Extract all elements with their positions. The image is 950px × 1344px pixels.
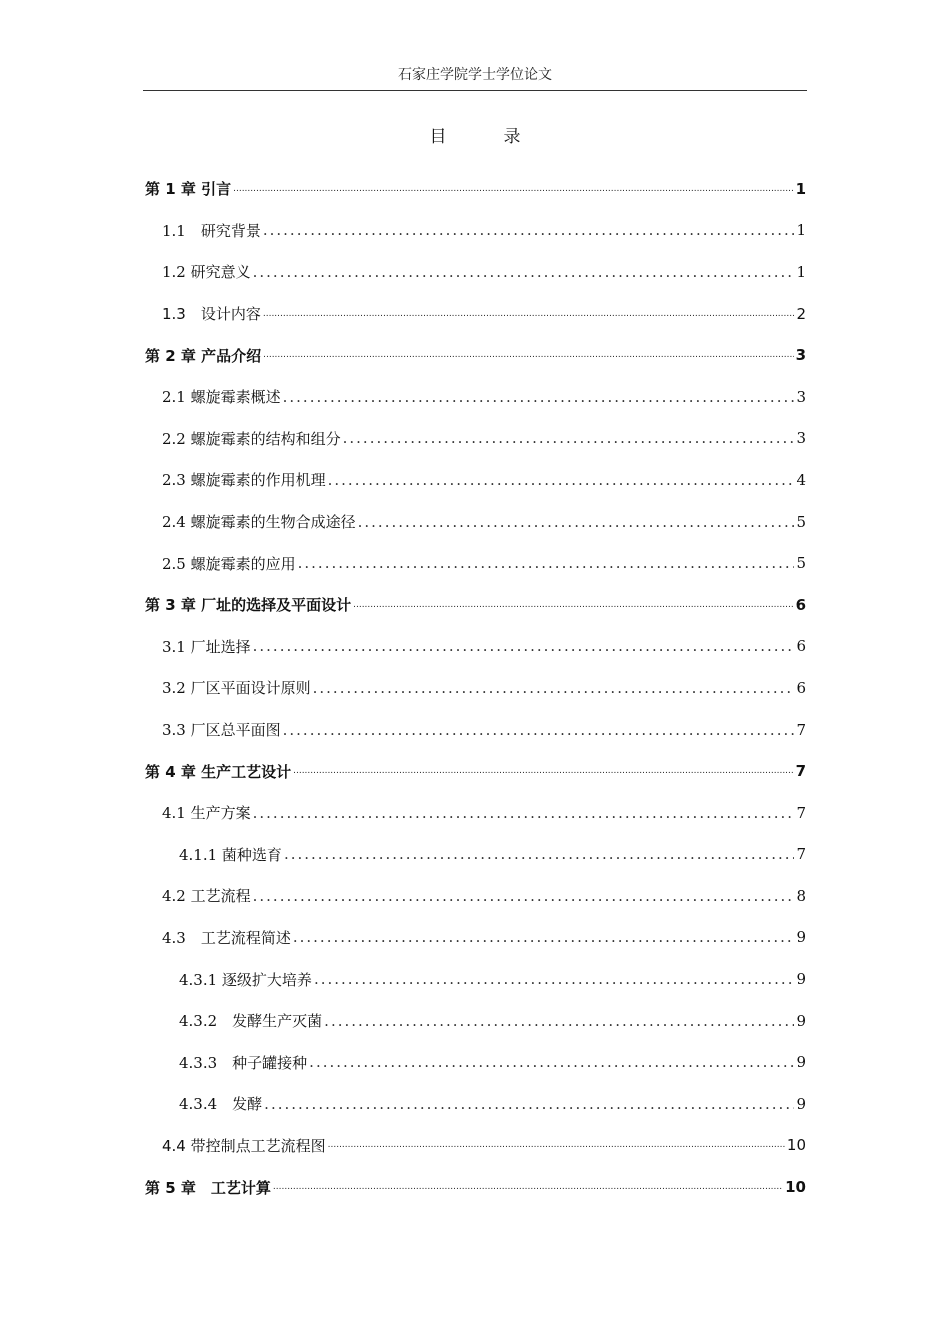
toc-entry-page-number: 8 bbox=[796, 886, 806, 905]
toc-entry-label: 2.2 螺旋霉素的结构和组分 bbox=[162, 429, 341, 448]
toc-entry-page-number: 3 bbox=[796, 429, 806, 448]
toc-entry[interactable] bbox=[145, 334, 806, 376]
dot-leader bbox=[314, 970, 795, 988]
toc-entry-page-number: 9 bbox=[796, 1011, 806, 1030]
toc-entry-label: 4.3.2 发酵生产灭菌 bbox=[179, 1012, 323, 1031]
dot-leader bbox=[293, 766, 793, 776]
toc-entry[interactable] bbox=[145, 376, 806, 418]
toc-entry[interactable] bbox=[145, 501, 806, 543]
toc-entry-page-number: 9 bbox=[796, 928, 806, 947]
dot-leader bbox=[253, 804, 795, 822]
toc-entry-label: 4.1 生产方案 bbox=[162, 804, 251, 823]
toc-entry-label: 第 1 章 引言 bbox=[145, 180, 232, 199]
toc-entry-label: 1.1 研究背景 bbox=[162, 221, 261, 240]
toc-entry[interactable] bbox=[145, 459, 806, 501]
toc-entry-page-number: 10 bbox=[786, 1136, 806, 1155]
toc-entry-page-number: 10 bbox=[785, 1178, 806, 1197]
dot-leader bbox=[263, 221, 795, 239]
toc-entry-page-number: 4 bbox=[796, 470, 806, 489]
toc-entry-page-number: 7 bbox=[796, 845, 806, 864]
dot-leader bbox=[273, 1182, 783, 1192]
toc-entry[interactable] bbox=[145, 251, 806, 293]
dot-leader bbox=[263, 350, 793, 360]
toc-entry[interactable] bbox=[145, 626, 806, 668]
toc-entry-label: 第 3 章 厂址的选择及平面设计 bbox=[145, 596, 352, 615]
toc-entry-page-number: 1 bbox=[796, 262, 806, 281]
toc-entry-label: 2.4 螺旋霉素的生物合成途径 bbox=[162, 513, 356, 532]
toc-entry[interactable] bbox=[145, 1125, 806, 1167]
dot-leader bbox=[233, 184, 793, 194]
toc-entry-label: 4.4 带控制点工艺流程图 bbox=[162, 1136, 326, 1155]
toc-entry-page-number: 5 bbox=[796, 554, 806, 573]
dot-leader bbox=[264, 1095, 794, 1113]
toc-entry-label: 1.3 设计内容 bbox=[162, 305, 261, 324]
toc-entry[interactable] bbox=[145, 542, 806, 584]
toc-entry-page-number: 1 bbox=[795, 179, 806, 198]
dot-leader bbox=[313, 679, 795, 697]
dot-leader bbox=[253, 887, 795, 905]
dot-leader bbox=[263, 309, 795, 319]
toc-entry[interactable] bbox=[145, 293, 806, 335]
dot-leader bbox=[343, 429, 795, 447]
dot-leader bbox=[324, 1012, 794, 1030]
dot-leader bbox=[283, 721, 795, 739]
toc-entry[interactable] bbox=[145, 667, 806, 709]
dot-leader bbox=[353, 600, 793, 610]
dot-leader bbox=[283, 388, 795, 406]
toc-entry-page-number: 3 bbox=[795, 346, 806, 365]
toc-entry[interactable] bbox=[145, 1041, 806, 1083]
toc-entry-page-number: 1 bbox=[796, 221, 806, 240]
toc-entry-label: 4.3 工艺流程简述 bbox=[162, 928, 291, 947]
toc-entry-label: 2.5 螺旋霉素的应用 bbox=[162, 554, 296, 573]
toc-entry-page-number: 2 bbox=[796, 304, 806, 323]
toc-entry[interactable] bbox=[145, 210, 806, 252]
running-header: 石家庄学院学士学位论文 bbox=[143, 64, 807, 91]
dot-leader bbox=[309, 1053, 794, 1071]
toc-entry[interactable] bbox=[145, 1166, 806, 1208]
dot-leader bbox=[284, 845, 795, 863]
dot-leader bbox=[253, 263, 795, 281]
toc-entry-page-number: 6 bbox=[796, 637, 806, 656]
toc-title: 目 录 bbox=[429, 127, 541, 147]
toc-entry-label: 第 5 章 工艺计算 bbox=[145, 1178, 271, 1197]
toc-entry-page-number: 7 bbox=[796, 803, 806, 822]
toc-entry[interactable] bbox=[145, 1000, 806, 1042]
toc-entry[interactable] bbox=[145, 168, 806, 210]
toc-entry-label: 2.1 螺旋霉素概述 bbox=[162, 388, 281, 407]
toc-entry-label: 3.1 厂址选择 bbox=[162, 637, 251, 656]
toc-entry[interactable] bbox=[145, 875, 806, 917]
toc-entry-page-number: 5 bbox=[796, 512, 806, 531]
toc-entry-page-number: 9 bbox=[796, 1053, 806, 1072]
toc-entry-page-number: 7 bbox=[796, 720, 806, 739]
toc-entry[interactable] bbox=[145, 792, 806, 834]
toc-entry[interactable] bbox=[145, 1083, 806, 1125]
toc-entry[interactable] bbox=[145, 917, 806, 959]
toc-entry-label: 2.3 螺旋霉素的作用机理 bbox=[162, 471, 326, 490]
toc-entry-page-number: 9 bbox=[796, 1094, 806, 1113]
toc-entry-label: 4.1.1 菌种选育 bbox=[179, 845, 282, 864]
toc-entry-page-number: 6 bbox=[795, 595, 806, 614]
toc-entry-page-number: 3 bbox=[796, 387, 806, 406]
toc-entry[interactable] bbox=[145, 958, 806, 1000]
toc-entry-label: 第 4 章 生产工艺设计 bbox=[145, 762, 292, 781]
toc-entry[interactable] bbox=[145, 709, 806, 751]
toc-entry-label: 4.3.3 种子罐接种 bbox=[179, 1053, 308, 1072]
toc-entry-label: 第 2 章 产品介绍 bbox=[145, 346, 262, 365]
dot-leader bbox=[298, 554, 795, 572]
toc-entry-label: 1.2 研究意义 bbox=[162, 263, 251, 282]
toc-entry-page-number: 6 bbox=[796, 678, 806, 697]
toc-entry-label: 4.2 工艺流程 bbox=[162, 887, 251, 906]
dot-leader bbox=[253, 637, 795, 655]
toc-entry[interactable] bbox=[145, 750, 806, 792]
toc-entry-label: 3.2 厂区平面设计原则 bbox=[162, 679, 311, 698]
toc-entry-page-number: 9 bbox=[796, 970, 806, 989]
dot-leader bbox=[293, 928, 795, 946]
dot-leader bbox=[358, 513, 795, 531]
toc-entry[interactable] bbox=[145, 584, 806, 626]
toc-entry[interactable] bbox=[145, 834, 806, 876]
toc-entry-label: 4.3.1 逐级扩大培养 bbox=[179, 970, 312, 989]
toc-entry-label: 3.3 厂区总平面图 bbox=[162, 721, 281, 740]
dot-leader bbox=[328, 471, 795, 489]
toc-entry-label: 4.3.4 发酵 bbox=[179, 1095, 263, 1114]
dot-leader bbox=[328, 1140, 785, 1150]
toc-entry[interactable] bbox=[145, 418, 806, 460]
table-of-contents bbox=[145, 168, 806, 1208]
toc-entry-page-number: 7 bbox=[795, 762, 806, 781]
